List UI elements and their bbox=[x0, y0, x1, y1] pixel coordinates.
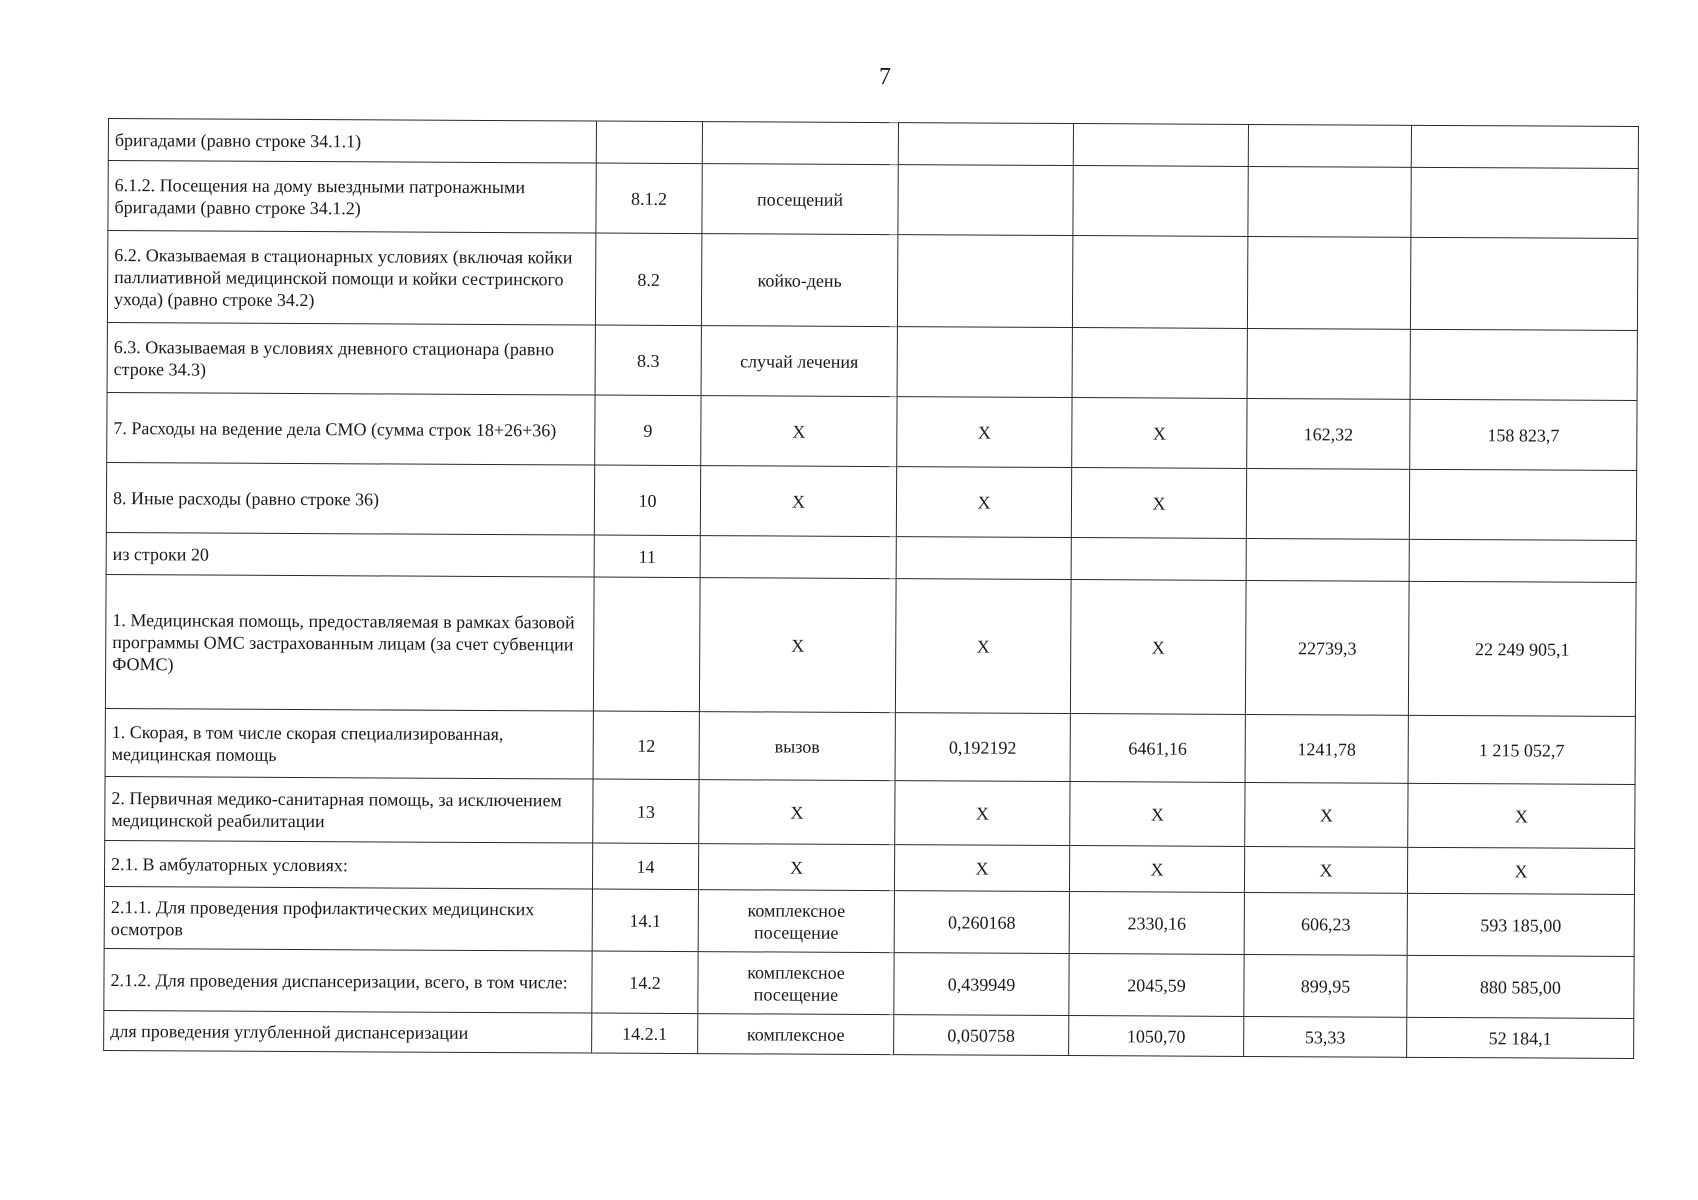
unit-cell: Х bbox=[700, 466, 896, 537]
value-cell-1 bbox=[896, 537, 1071, 580]
value-cell-3: Х bbox=[1245, 782, 1408, 847]
table-row bbox=[104, 840, 1634, 894]
value-cell-4 bbox=[1411, 167, 1638, 238]
unit-cell: вызов bbox=[699, 712, 895, 781]
unit-cell: Х bbox=[699, 780, 895, 845]
value-cell-2 bbox=[1073, 124, 1248, 167]
value-cell-3 bbox=[1248, 124, 1411, 167]
value-cell-1: Х bbox=[897, 397, 1072, 468]
value-cell-4: 158 823,7 bbox=[1410, 399, 1637, 470]
value-cell-2: 2330,16 bbox=[1069, 892, 1244, 955]
value-cell-1 bbox=[898, 123, 1073, 166]
table-row bbox=[105, 708, 1635, 784]
data-table bbox=[103, 118, 1639, 1059]
value-cell-1 bbox=[897, 235, 1072, 328]
table-row bbox=[107, 322, 1637, 400]
value-cell-3: 162,32 bbox=[1247, 398, 1410, 469]
value-cell-2 bbox=[1072, 328, 1247, 399]
row-name-cell: 8. Иные расходы (равно строке 36) bbox=[106, 462, 594, 535]
table-row bbox=[105, 574, 1636, 716]
value-cell-1: Х bbox=[895, 781, 1070, 846]
row-name-cell: из строки 20 bbox=[106, 532, 594, 577]
value-cell-4: 22 249 905,1 bbox=[1408, 581, 1636, 716]
table-row bbox=[104, 1010, 1634, 1058]
row-name-cell: для проведения углубленной диспансеризации bbox=[104, 1010, 592, 1053]
row-code-cell: 14.2 bbox=[592, 951, 698, 1014]
table-row bbox=[106, 462, 1636, 540]
unit-cell bbox=[700, 536, 896, 579]
row-name-cell: 2.1. В амбулаторных условиях: bbox=[104, 840, 592, 889]
unit-cell: Х bbox=[701, 396, 897, 467]
value-cell-1: Х bbox=[894, 845, 1069, 892]
row-code-cell: 8.1.2 bbox=[596, 163, 702, 234]
row-code-cell: 11 bbox=[594, 535, 700, 578]
row-code-cell: 8.3 bbox=[595, 325, 701, 396]
value-cell-1: Х bbox=[895, 579, 1071, 714]
value-cell-1: 0,050758 bbox=[894, 1015, 1069, 1056]
row-code-cell: 10 bbox=[594, 465, 700, 536]
unit-cell: койко-день bbox=[701, 234, 897, 327]
value-cell-1 bbox=[897, 327, 1072, 398]
value-cell-4: Х bbox=[1408, 783, 1635, 848]
table-row bbox=[108, 161, 1638, 239]
value-cell-1 bbox=[898, 165, 1073, 236]
row-name-cell: 6.2. Оказываемая в стационарных условиях (включая койки паллиативной медицинской помощи и койки сестринского ухода) (равно строке 34.2) bbox=[107, 231, 595, 326]
value-cell-3 bbox=[1247, 328, 1410, 399]
row-code-cell: 14.2.1 bbox=[592, 1013, 698, 1054]
value-cell-4: 1 215 052,7 bbox=[1408, 715, 1635, 784]
table-row bbox=[104, 948, 1634, 1018]
row-name-cell: 1. Скорая, в том числе скорая специализированная, медицинская помощь bbox=[105, 708, 593, 779]
value-cell-4: 52 184,1 bbox=[1407, 1017, 1634, 1058]
row-code-cell bbox=[596, 121, 702, 164]
value-cell-3 bbox=[1248, 166, 1411, 237]
table-row bbox=[107, 392, 1637, 470]
unit-cell: комплексное bbox=[698, 1014, 894, 1055]
value-cell-1: Х bbox=[896, 467, 1071, 538]
value-cell-1: 0,192192 bbox=[895, 713, 1070, 782]
value-cell-3: 53,33 bbox=[1244, 1016, 1407, 1057]
value-cell-4 bbox=[1409, 469, 1636, 540]
row-name-cell: 2.1.2. Для проведения диспансеризации, всего, в том числе: bbox=[104, 948, 592, 1013]
unit-cell: случай лечения bbox=[701, 326, 897, 397]
value-cell-4: 880 585,00 bbox=[1407, 955, 1634, 1018]
value-cell-3: 899,95 bbox=[1244, 954, 1407, 1017]
value-cell-2 bbox=[1072, 236, 1247, 329]
unit-cell: Х bbox=[698, 844, 894, 891]
row-name-cell: 2. Первичная медико-санитарная помощь, за исключением медицинской реабилитации bbox=[105, 776, 593, 843]
value-cell-1: 0,260168 bbox=[894, 891, 1069, 954]
unit-cell: посещений bbox=[702, 164, 898, 235]
value-cell-4 bbox=[1409, 539, 1636, 582]
row-name-cell: 1. Медицинская помощь, предоставляемая в рамках базовой программы ОМС застрахованным лицам (за счет субвенции ФОМС) bbox=[105, 574, 594, 711]
table-row bbox=[104, 886, 1634, 956]
value-cell-3: 22739,3 bbox=[1245, 580, 1409, 715]
unit-cell bbox=[702, 122, 898, 165]
row-code-cell: 12 bbox=[593, 711, 699, 780]
value-cell-2: Х bbox=[1069, 846, 1244, 893]
value-cell-4: Х bbox=[1407, 847, 1634, 894]
unit-cell: комплексное посещение bbox=[698, 890, 894, 953]
value-cell-3: Х bbox=[1244, 846, 1407, 893]
value-cell-4 bbox=[1410, 329, 1637, 400]
row-code-cell: 13 bbox=[593, 779, 699, 844]
row-name-cell: 6.3. Оказываемая в условиях дневного стационара (равно строке 34.3) bbox=[107, 322, 595, 395]
value-cell-1: 0,439949 bbox=[894, 953, 1069, 1016]
row-name-cell: 6.1.2. Посещения на дому выездными патронажными бригадами (равно строке 34.1.2) bbox=[108, 161, 596, 234]
value-cell-3: 1241,78 bbox=[1245, 714, 1408, 783]
page-number: 7 bbox=[879, 64, 891, 90]
row-name-cell: бригадами (равно строке 34.1.1) bbox=[108, 119, 596, 164]
row-code-cell: 14.1 bbox=[592, 889, 698, 952]
value-cell-4 bbox=[1411, 125, 1638, 168]
value-cell-2: 6461,16 bbox=[1070, 714, 1245, 783]
unit-cell: Х bbox=[699, 578, 896, 713]
table-row bbox=[105, 776, 1635, 848]
value-cell-2 bbox=[1073, 166, 1248, 237]
row-name-cell: 7. Расходы на ведение дела СМО (сумма строк 18+26+36) bbox=[107, 392, 595, 465]
value-cell-2: 1050,70 bbox=[1069, 1016, 1244, 1057]
unit-cell: комплексное посещение bbox=[698, 952, 894, 1015]
value-cell-4 bbox=[1410, 237, 1637, 330]
value-cell-2: Х bbox=[1070, 782, 1245, 847]
value-cell-3 bbox=[1246, 468, 1409, 539]
row-code-cell: 9 bbox=[595, 395, 701, 466]
value-cell-3 bbox=[1247, 236, 1410, 329]
row-code-cell: 8.2 bbox=[595, 233, 701, 326]
value-cell-3 bbox=[1246, 538, 1409, 581]
row-code-cell bbox=[593, 577, 700, 712]
value-cell-2: Х bbox=[1071, 468, 1246, 539]
value-cell-3: 606,23 bbox=[1244, 892, 1407, 955]
value-cell-2: Х bbox=[1070, 580, 1246, 715]
value-cell-4: 593 185,00 bbox=[1407, 893, 1634, 956]
row-code-cell: 14 bbox=[592, 843, 698, 890]
value-cell-2: 2045,59 bbox=[1069, 954, 1244, 1017]
table-row bbox=[107, 231, 1637, 331]
value-cell-2 bbox=[1071, 538, 1246, 581]
row-name-cell: 2.1.1. Для проведения профилактических медицинских осмотров bbox=[104, 886, 592, 951]
value-cell-2: Х bbox=[1072, 398, 1247, 469]
data-table-sheet bbox=[103, 118, 1638, 1059]
